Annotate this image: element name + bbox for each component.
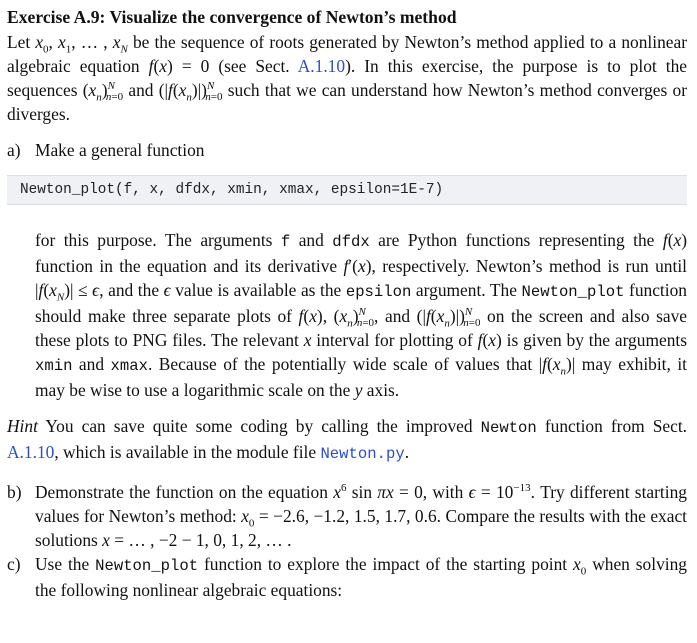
desc-text-6: , and the <box>99 280 164 300</box>
desc-text-1: for this purpose. The arguments <box>35 230 281 250</box>
desc-text-16: . Because of the potentially wide scale of values that <box>147 354 539 374</box>
code-newton-plot: Newton_plot <box>521 283 625 301</box>
desc-text-13: interval for plotting of <box>311 330 478 350</box>
desc-text-4: function in the equation and its derivative <box>35 256 344 276</box>
math-eps-value: $\epsilon = 10^{-13}$ <box>468 482 531 502</box>
intro-text-5: and <box>123 80 159 100</box>
code-f: f <box>280 233 291 251</box>
math-x: x <box>303 330 312 350</box>
math-stop-condition: $|f(x_N)| \le \epsilon$ <box>35 280 100 304</box>
desc-text-17: may exhibit, it may be wise to use a logarithmic scale on the <box>35 354 687 400</box>
code-signature: Newton_plot(f, x, dfdx, xmin, xmax, epsilon=1E-7) <box>20 182 444 198</box>
code-newton: Newton <box>480 419 537 437</box>
item-a-text: Make a general function <box>35 140 205 160</box>
code-epsilon: epsilon <box>345 283 412 301</box>
item-c-label: c) <box>7 554 21 574</box>
desc-text-14: is given by the arguments <box>501 330 687 350</box>
math-fx-eq-0: f <box>148 56 154 76</box>
hint-text-3: , which is available in the module file <box>54 442 321 462</box>
item-b <box>7 480 687 552</box>
math-starting-values: $x_0 = -2.6$, −1.2, 1.5, 1.7, 0.6 <box>241 506 437 530</box>
desc-text-7: value is available as the <box>170 280 346 300</box>
item-c <box>7 552 687 602</box>
hint-text-4: . <box>404 442 410 462</box>
item-a <box>7 138 687 162</box>
item-c-text-1: Use the <box>35 554 96 574</box>
item-b-text-4: . Compare the results with the exact solutions <box>35 506 687 550</box>
item-c-text-3: when solving the following nonlinear algebraic equations: <box>35 554 687 600</box>
math-x-sequence: x <box>35 32 44 52</box>
math-y: y <box>354 380 363 400</box>
math-seq-abs-fxn: $(|f(x_n)|)^N_{n=0}$ <box>158 80 223 104</box>
item-a-label: a) <box>7 140 21 160</box>
code-block <box>7 175 687 205</box>
hint-section-link[interactable]: A.1.10 <box>7 442 55 462</box>
exercise-title: Exercise A.9: Visualize the convergence of Newton’s method <box>7 7 457 27</box>
math-seq-xn-2: $(x_n)^N_{n=0}$ <box>333 306 375 330</box>
intro-text-3: (see Sect. <box>209 56 298 76</box>
intro-text-2: be the sequence of roots generated by Newton’s method applied to a nonlinear algebraic equation <box>7 32 688 76</box>
desc-text-9: function should make three separate plots of <box>35 280 687 326</box>
description-paragraph <box>7 228 687 402</box>
desc-text-5: , respectively. Newton’s method is run until <box>371 256 687 276</box>
desc-text-3: are Python functions representing the <box>369 230 663 250</box>
item-c-text <box>35 552 687 602</box>
hint-text-1: You can save quite some coding by calling the improved <box>37 416 481 436</box>
intro-text-1: Let <box>7 32 36 52</box>
intro-text-6: such that we can understand how Newton’s method converges or diverges. <box>7 80 687 124</box>
section-link-a1-10[interactable]: A.1.10 <box>297 56 346 76</box>
math-fx: f(x) <box>662 230 688 250</box>
code-dfdx: dfdx <box>332 233 370 251</box>
desc-text-18: axis. <box>362 380 400 400</box>
math-equation-b: $x^6$ sin πx = 0 <box>333 482 423 502</box>
intro-paragraph: Let $x_0$, $x_1$, … , $x_N$ be the sequence of roots generated by Newton’s method applied to a nonlinear algebraic equation f(x) = 0 (see Sect. A.1.10). In this exercise, the purpose is to plot the sequences $(x_n)^N_{n=0}$ and $(|f(x_n)|)^N_{n=0}$ such that we can understand how Newton’s method converges or diverges. <box>7 32 688 124</box>
intro-text-4: ). In this exercise, the purpose is to plot the sequences <box>7 56 687 100</box>
math-exact-solutions: x = … , −2 − 1, 0, 1, 2, … . <box>102 530 292 550</box>
math-fx-3: f(x) <box>477 330 502 350</box>
math-abs-fxn: $|f(x_n)|$ <box>538 354 576 378</box>
hint-text-2: function from Sect. <box>536 416 688 436</box>
desc-text-2: and <box>290 230 333 250</box>
desc-text-10: , <box>322 306 334 326</box>
math-fprime: f′(x) <box>343 256 372 276</box>
item-b-label: b) <box>7 482 22 502</box>
desc-text-12: on the screen and also save these plots to PNG files. The relevant <box>35 306 688 350</box>
code-xmax: xmax <box>110 357 148 375</box>
hint-paragraph <box>7 414 687 466</box>
math-seq-xn: $(x_n)^N_{n=0}$ <box>82 80 124 104</box>
item-b-text-2: , with <box>422 482 469 502</box>
hint-label: Hint <box>7 416 38 436</box>
math-seq-abs-fxn-2: $(|f(x_n)|)^N_{n=0}$ <box>416 306 481 330</box>
item-b-text-3: . Try different starting values for Newton’s method: <box>35 482 687 526</box>
module-file-link[interactable]: Newton.py <box>320 445 405 463</box>
desc-text-8: argument. The <box>411 280 522 300</box>
code-newton-plot-2: Newton_plot <box>95 557 199 575</box>
math-x0: $x_0$ <box>573 554 587 578</box>
math-fx-2: f(x) <box>298 306 323 326</box>
item-b-text-1: Demonstrate the function on the equation <box>35 482 334 502</box>
item-c-text-2: function to explore the impact of the starting point <box>198 554 574 574</box>
math-epsilon: ϵ <box>163 280 171 300</box>
desc-text-15: and <box>72 354 111 374</box>
desc-text-11: , and <box>374 306 417 326</box>
item-b-text <box>35 480 687 552</box>
code-xmin: xmin <box>35 357 73 375</box>
